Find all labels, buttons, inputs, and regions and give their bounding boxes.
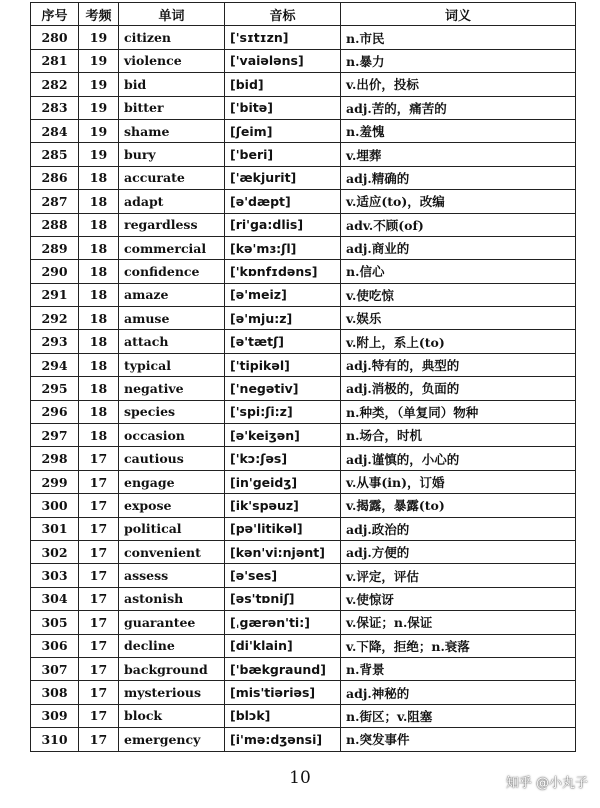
cell-definition: adj.苦的，痛苦的 <box>341 96 576 119</box>
cell-phonetic: ['tipikəl] <box>225 353 341 376</box>
cell-num: 307 <box>31 657 79 680</box>
cell-phonetic: ['bitə] <box>225 96 341 119</box>
cell-word: mysterious <box>119 681 225 704</box>
cell-word: accurate <box>119 166 225 189</box>
cell-phonetic: ['kɒnfɪdəns] <box>225 260 341 283</box>
cell-phonetic: [ˌgærən'ti:] <box>225 611 341 634</box>
cell-phonetic: ['sɪtɪzn] <box>225 26 341 49</box>
cell-word: decline <box>119 634 225 657</box>
cell-word: confidence <box>119 260 225 283</box>
cell-definition: v.评定，评估 <box>341 564 576 587</box>
cell-definition: v.从事(in)，订婚 <box>341 470 576 493</box>
cell-num: 289 <box>31 236 79 259</box>
cell-phonetic: [ə'dæpt] <box>225 190 341 213</box>
cell-word: commercial <box>119 236 225 259</box>
cell-phonetic: [ə'meiz] <box>225 283 341 306</box>
cell-word: cautious <box>119 447 225 470</box>
cell-freq: 18 <box>79 166 119 189</box>
cell-freq: 19 <box>79 143 119 166</box>
cell-definition: v.出价，投标 <box>341 73 576 96</box>
cell-freq: 19 <box>79 96 119 119</box>
cell-freq: 17 <box>79 447 119 470</box>
cell-freq: 17 <box>79 704 119 727</box>
cell-word: convenient <box>119 540 225 563</box>
cell-freq: 18 <box>79 190 119 213</box>
cell-freq: 18 <box>79 307 119 330</box>
cell-definition: adv.不顾(of) <box>341 213 576 236</box>
cell-word: assess <box>119 564 225 587</box>
table-row <box>31 353 576 376</box>
cell-num: 310 <box>31 728 79 751</box>
cell-definition: adj.特有的，典型的 <box>341 353 576 376</box>
table-header <box>31 3 576 26</box>
cell-word: violence <box>119 49 225 72</box>
cell-num: 281 <box>31 49 79 72</box>
cell-freq: 19 <box>79 49 119 72</box>
table-row <box>31 283 576 306</box>
cell-freq: 17 <box>79 681 119 704</box>
cell-freq: 19 <box>79 26 119 49</box>
cell-word: negative <box>119 377 225 400</box>
cell-phonetic: [pə'litikəl] <box>225 517 341 540</box>
cell-phonetic: ['kɔ:ʃəs] <box>225 447 341 470</box>
cell-phonetic: [ə'ses] <box>225 564 341 587</box>
cell-num: 301 <box>31 517 79 540</box>
cell-phonetic: [kən'vi:njənt] <box>225 540 341 563</box>
table-row <box>31 143 576 166</box>
table-row <box>31 166 576 189</box>
cell-num: 282 <box>31 73 79 96</box>
cell-freq: 18 <box>79 353 119 376</box>
cell-phonetic: [in'geidʒ] <box>225 470 341 493</box>
table-row <box>31 213 576 236</box>
cell-freq: 17 <box>79 611 119 634</box>
cell-phonetic: [di'klain] <box>225 634 341 657</box>
cell-num: 308 <box>31 681 79 704</box>
cell-freq: 18 <box>79 424 119 447</box>
cell-word: shame <box>119 119 225 142</box>
cell-word: adapt <box>119 190 225 213</box>
cell-num: 300 <box>31 494 79 517</box>
cell-phonetic: [ə'keiʒən] <box>225 424 341 447</box>
table-row <box>31 447 576 470</box>
cell-phonetic: [ri'ga:dlis] <box>225 213 341 236</box>
cell-num: 296 <box>31 400 79 423</box>
cell-freq: 17 <box>79 728 119 751</box>
cell-definition: adj.政治的 <box>341 517 576 540</box>
cell-definition: v.附上，系上(to) <box>341 330 576 353</box>
cell-freq: 18 <box>79 400 119 423</box>
cell-definition: v.揭露，暴露(to) <box>341 494 576 517</box>
cell-definition: n.街区；v.阻塞 <box>341 704 576 727</box>
cell-phonetic: [əs'tɒniʃ] <box>225 587 341 610</box>
cell-definition: v.保证；n.保证 <box>341 611 576 634</box>
cell-phonetic: ['negətiv] <box>225 377 341 400</box>
table-row <box>31 377 576 400</box>
cell-phonetic: [ə'tætʃ] <box>225 330 341 353</box>
cell-word: bitter <box>119 96 225 119</box>
table-row <box>31 236 576 259</box>
cell-definition: n.市民 <box>341 26 576 49</box>
page-number: 10 <box>289 768 311 788</box>
table-row <box>31 728 576 751</box>
table-row <box>31 119 576 142</box>
cell-freq: 18 <box>79 260 119 283</box>
table-row <box>31 424 576 447</box>
cell-phonetic: [ʃeim] <box>225 119 341 142</box>
cell-phonetic: ['ækjurit] <box>225 166 341 189</box>
cell-freq: 19 <box>79 119 119 142</box>
cell-word: bury <box>119 143 225 166</box>
table-row <box>31 330 576 353</box>
cell-phonetic: ['bækgraund] <box>225 657 341 680</box>
cell-freq: 18 <box>79 330 119 353</box>
cell-freq: 18 <box>79 236 119 259</box>
cell-word: emergency <box>119 728 225 751</box>
cell-definition: n.突发事件 <box>341 728 576 751</box>
cell-word: political <box>119 517 225 540</box>
cell-num: 309 <box>31 704 79 727</box>
cell-freq: 17 <box>79 657 119 680</box>
table-row <box>31 260 576 283</box>
cell-num: 305 <box>31 611 79 634</box>
cell-freq: 17 <box>79 587 119 610</box>
table-row <box>31 470 576 493</box>
table-body <box>31 26 576 751</box>
cell-word: citizen <box>119 26 225 49</box>
cell-phonetic: [bid] <box>225 73 341 96</box>
cell-phonetic: [ə'mju:z] <box>225 307 341 330</box>
table-row <box>31 587 576 610</box>
table-row <box>31 704 576 727</box>
cell-word: guarantee <box>119 611 225 634</box>
cell-definition: v.娱乐 <box>341 307 576 330</box>
table-row <box>31 26 576 49</box>
cell-num: 306 <box>31 634 79 657</box>
cell-phonetic: [mis'tiəriəs] <box>225 681 341 704</box>
cell-num: 283 <box>31 96 79 119</box>
cell-num: 303 <box>31 564 79 587</box>
header-row <box>31 3 576 26</box>
cell-freq: 18 <box>79 213 119 236</box>
table-row <box>31 307 576 330</box>
cell-num: 288 <box>31 213 79 236</box>
table-row <box>31 73 576 96</box>
cell-phonetic: [blɔk] <box>225 704 341 727</box>
table-row <box>31 634 576 657</box>
cell-freq: 17 <box>79 540 119 563</box>
table-row <box>31 190 576 213</box>
cell-definition: n.种类，（单复同）物种 <box>341 400 576 423</box>
cell-definition: n.背景 <box>341 657 576 680</box>
cell-freq: 17 <box>79 517 119 540</box>
cell-num: 280 <box>31 26 79 49</box>
cell-phonetic: ['beri] <box>225 143 341 166</box>
cell-word: astonish <box>119 587 225 610</box>
cell-freq: 17 <box>79 634 119 657</box>
cell-word: engage <box>119 470 225 493</box>
cell-word: regardless <box>119 213 225 236</box>
cell-definition: adj.精确的 <box>341 166 576 189</box>
cell-num: 297 <box>31 424 79 447</box>
cell-definition: n.羞愧 <box>341 119 576 142</box>
cell-num: 294 <box>31 353 79 376</box>
cell-word: background <box>119 657 225 680</box>
cell-word: amaze <box>119 283 225 306</box>
cell-phonetic: ['spi:ʃi:z] <box>225 400 341 423</box>
cell-num: 286 <box>31 166 79 189</box>
table-row <box>31 49 576 72</box>
cell-freq: 17 <box>79 564 119 587</box>
cell-word: amuse <box>119 307 225 330</box>
cell-definition: v.适应(to)，改编 <box>341 190 576 213</box>
cell-num: 284 <box>31 119 79 142</box>
cell-num: 292 <box>31 307 79 330</box>
table-row <box>31 494 576 517</box>
header-num: 序号 <box>31 3 79 26</box>
table-row <box>31 517 576 540</box>
table-row <box>31 564 576 587</box>
cell-num: 302 <box>31 540 79 563</box>
cell-freq: 19 <box>79 73 119 96</box>
cell-definition: n.暴力 <box>341 49 576 72</box>
cell-definition: adj.神秘的 <box>341 681 576 704</box>
cell-word: attach <box>119 330 225 353</box>
cell-phonetic: [kə'mɜ:ʃl] <box>225 236 341 259</box>
cell-definition: v.使惊讶 <box>341 587 576 610</box>
cell-word: typical <box>119 353 225 376</box>
cell-num: 298 <box>31 447 79 470</box>
cell-definition: v.使吃惊 <box>341 283 576 306</box>
cell-definition: n.场合，时机 <box>341 424 576 447</box>
cell-num: 287 <box>31 190 79 213</box>
cell-word: species <box>119 400 225 423</box>
cell-definition: adj.谨慎的，小心的 <box>341 447 576 470</box>
cell-num: 291 <box>31 283 79 306</box>
cell-num: 295 <box>31 377 79 400</box>
cell-definition: v.埋葬 <box>341 143 576 166</box>
cell-phonetic: ['vaiələns] <box>225 49 341 72</box>
table-row <box>31 400 576 423</box>
table-row <box>31 681 576 704</box>
cell-word: expose <box>119 494 225 517</box>
table-row <box>31 657 576 680</box>
header-freq: 考频 <box>79 3 119 26</box>
cell-definition: v.下降，拒绝；n.衰落 <box>341 634 576 657</box>
cell-num: 299 <box>31 470 79 493</box>
vocabulary-table <box>30 2 576 752</box>
cell-freq: 18 <box>79 377 119 400</box>
cell-word: occasion <box>119 424 225 447</box>
header-word: 单词 <box>119 3 225 26</box>
cell-definition: n.信心 <box>341 260 576 283</box>
cell-num: 285 <box>31 143 79 166</box>
cell-num: 293 <box>31 330 79 353</box>
cell-num: 290 <box>31 260 79 283</box>
cell-definition: adj.消极的，负面的 <box>341 377 576 400</box>
cell-phonetic: [i'mə:dʒənsi] <box>225 728 341 751</box>
cell-freq: 17 <box>79 470 119 493</box>
table-row <box>31 611 576 634</box>
header-phonetic: 音标 <box>225 3 341 26</box>
cell-freq: 18 <box>79 283 119 306</box>
cell-definition: adj.方便的 <box>341 540 576 563</box>
cell-num: 304 <box>31 587 79 610</box>
header-definition: 词义 <box>341 3 576 26</box>
cell-phonetic: [ik'spəuz] <box>225 494 341 517</box>
table-row <box>31 540 576 563</box>
cell-definition: adj.商业的 <box>341 236 576 259</box>
table-row <box>31 96 576 119</box>
cell-freq: 17 <box>79 494 119 517</box>
cell-word: bid <box>119 73 225 96</box>
watermark: 知乎 @小丸子 <box>505 776 588 791</box>
cell-word: block <box>119 704 225 727</box>
